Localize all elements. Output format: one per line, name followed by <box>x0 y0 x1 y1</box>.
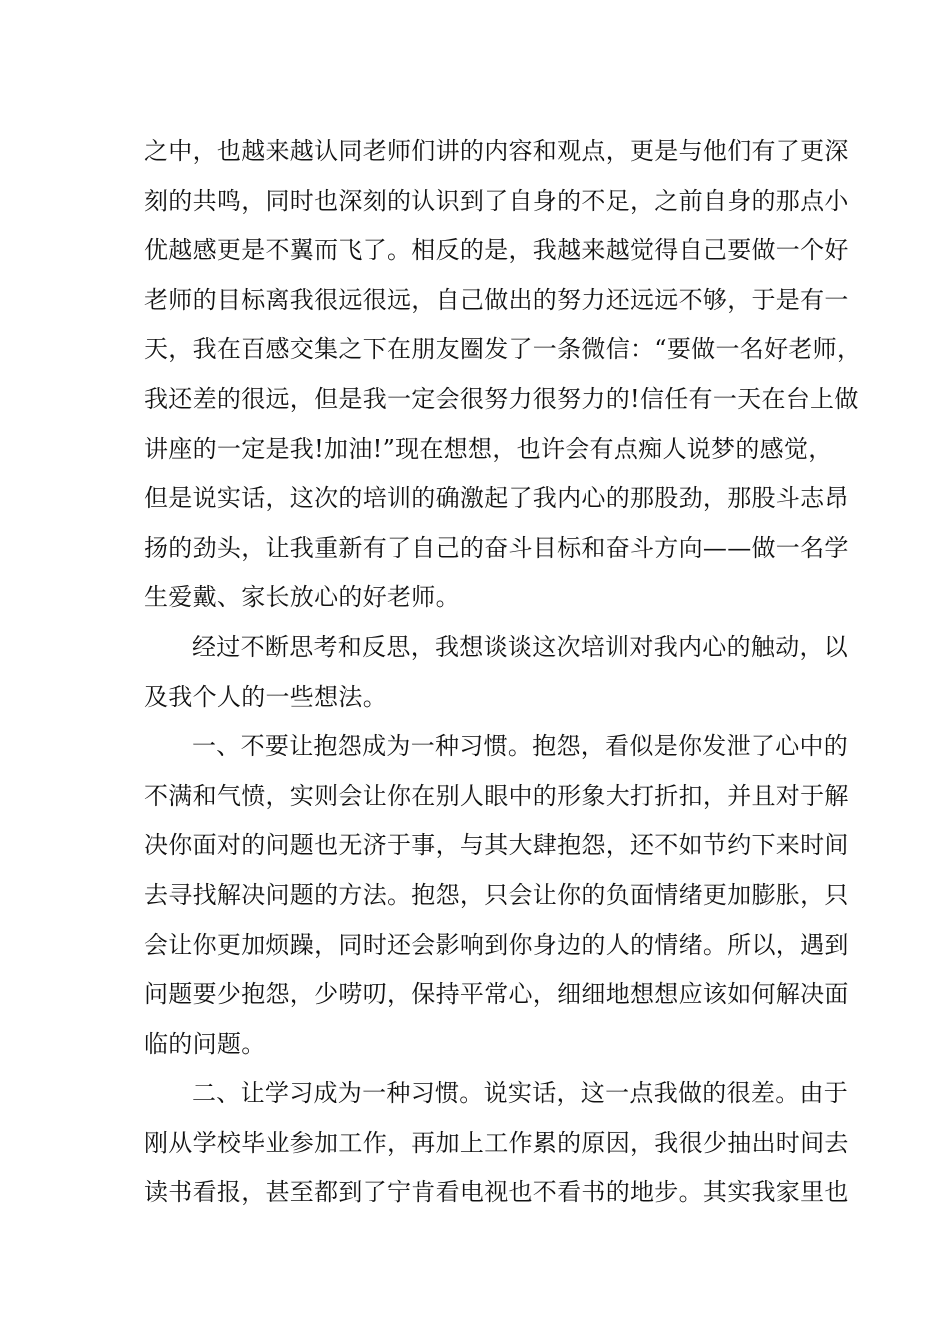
text-line: 会让你更加烦躁，同时还会影响到你身边的人的情绪。所以，遇到 <box>144 930 849 959</box>
text-line: 我还差的很远，但是我一定会很努力很努力的!信任有一天在台上做 <box>144 384 859 413</box>
paragraph-start-line: 经过不断思考和反思，我想谈谈这次培训对我内心的触动，以 <box>192 632 849 661</box>
text-line: 老师的目标离我很远很远，自己做出的努力还远远不够，于是有一 <box>144 285 849 314</box>
text-line: 问题要少抱怨，少唠叨，保持平常心，细细地想想应该如何解决面 <box>144 980 849 1009</box>
text-line: 决你面对的问题也无济于事，与其大肆抱怨，还不如节约下来时间 <box>144 831 849 860</box>
text-line: 扬的劲头，让我重新有了自己的奋斗目标和奋斗方向——做一名学 <box>144 533 849 562</box>
text-line: 之中，也越来越认同老师们讲的内容和观点，更是与他们有了更深 <box>144 137 849 165</box>
text-line: 但是说实话，这次的培训的确激起了我内心的那股劲，那股斗志昂 <box>144 484 849 513</box>
document-body <box>144 127 862 1218</box>
text-line: 天，我在百感交集之下在朋友圈发了一条微信：“要做一名好老师， <box>144 335 862 364</box>
text-line: 生爱戴、家长放心的好老师。 <box>144 583 460 612</box>
text-line: 去寻找解决问题的方法。抱怨，只会让你的负面情绪更加膨胀，只 <box>144 880 849 909</box>
text-line: 不满和气愤，实则会让你在别人眼中的形象大打折扣，并且对于解 <box>144 781 849 810</box>
text-line: 讲座的一定是我!加油!”现在想想，也许会有点痴人说梦的感觉， <box>144 434 833 463</box>
paragraph-start-line: 二、让学习成为一种习惯。说实话，这一点我做的很差。由于 <box>192 1079 849 1108</box>
text-line: 刻的共鸣，同时也深刻的认识到了自身的不足，之前自身的那点小 <box>144 186 849 215</box>
text-line: 优越感更是不翼而飞了。相反的是，我越来越觉得自己要做一个好 <box>144 236 849 265</box>
text-line: 读书看报，甚至都到了宁肯看电视也不看书的地步。其实我家里也 <box>144 1178 849 1207</box>
paragraph-start-line: 一、不要让抱怨成为一种习惯。抱怨，看似是你发泄了心中的 <box>192 732 849 761</box>
text-line: 临的问题。 <box>144 1029 266 1058</box>
text-line: 刚从学校毕业参加工作，再加上工作累的原因，我很少抽出时间去 <box>144 1128 849 1157</box>
text-line: 及我个人的一些想法。 <box>144 682 387 711</box>
